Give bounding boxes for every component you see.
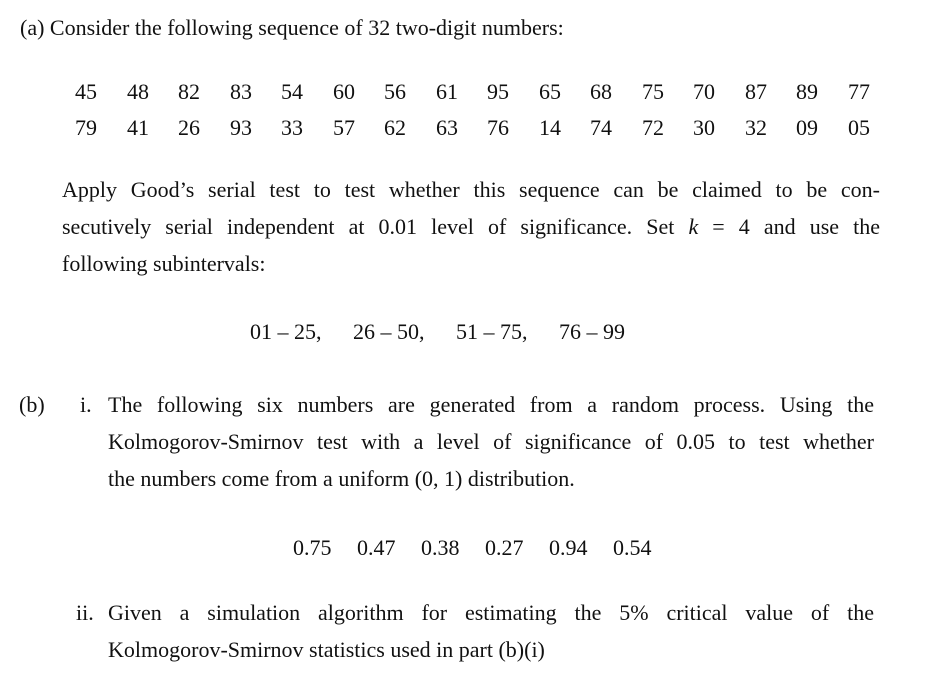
part-b-label: (b) xyxy=(19,392,45,417)
item-i-line-1: The following six numbers are generated from a random process. Using the xyxy=(108,392,874,417)
number-cell: 54 xyxy=(281,79,303,104)
sample-value: 0.94 xyxy=(549,535,588,560)
subinterval: 26 – 50, xyxy=(353,319,425,344)
item-i-line-2: Kolmogorov-Smirnov test with a level of significance of 0.05 to test whether xyxy=(108,429,874,454)
sample-value: 0.75 xyxy=(293,535,332,560)
number-cell: 41 xyxy=(127,115,149,140)
number-cell: 60 xyxy=(333,79,355,104)
item-ii-line-1: Given a simulation algorithm for estimating the 5% critical value of the xyxy=(108,600,874,625)
number-cell: 14 xyxy=(539,115,561,140)
number-cell: 26 xyxy=(178,115,200,140)
number-cell: 63 xyxy=(436,115,458,140)
subintervals-list xyxy=(250,313,625,350)
sample-value: 0.27 xyxy=(485,535,524,560)
number-cell: 79 xyxy=(75,115,97,140)
subinterval: 01 – 25, xyxy=(250,319,322,344)
number-row-2 xyxy=(72,109,872,145)
number-cell: 45 xyxy=(75,79,97,104)
number-cell: 93 xyxy=(230,115,252,140)
number-cell: 72 xyxy=(642,115,664,140)
number-cell: 76 xyxy=(487,115,509,140)
part-a-instruction-line-3: following subintervals: xyxy=(62,251,266,276)
sample-value: 0.54 xyxy=(613,535,652,560)
number-cell: 09 xyxy=(796,115,818,140)
number-cell: 62 xyxy=(384,115,406,140)
number-cell: 70 xyxy=(693,79,715,104)
sample-value: 0.47 xyxy=(357,535,396,560)
number-cell: 48 xyxy=(127,79,149,104)
item-i-line-3: the numbers come from a uniform (0, 1) distribution. xyxy=(108,466,575,491)
part-a-instruction-line-1: Apply Good’s serial test to test whether this sequence can be claimed to be con- xyxy=(62,177,880,202)
number-cell: 82 xyxy=(178,79,200,104)
math-variable-k: k xyxy=(688,214,699,239)
item-ii-line-2: Kolmogorov-Smirnov statistics used in part (b)(i) xyxy=(108,637,545,662)
number-cell: 65 xyxy=(539,79,561,104)
line-2-text-before: secutively serial independent at 0.01 level of significance. Set xyxy=(62,214,689,239)
sample-values-list xyxy=(293,529,652,566)
number-row-1 xyxy=(72,73,872,109)
number-cell: 74 xyxy=(590,115,612,140)
number-cell: 89 xyxy=(796,79,818,104)
number-cell: 57 xyxy=(333,115,355,140)
sample-value: 0.38 xyxy=(421,535,460,560)
part-a-header: (a) Consider the following sequence of 32 two-digit numbers: xyxy=(20,15,564,40)
number-cell: 75 xyxy=(642,79,664,104)
number-cell: 61 xyxy=(436,79,458,104)
item-i-label: i. xyxy=(80,392,92,417)
number-cell: 77 xyxy=(848,79,870,104)
number-cell: 83 xyxy=(230,79,252,104)
item-ii-label: ii. xyxy=(76,600,94,625)
subinterval: 51 – 75, xyxy=(456,319,528,344)
number-cell: 95 xyxy=(487,79,509,104)
number-cell: 30 xyxy=(693,115,715,140)
line-2-text-after: = 4 and use the xyxy=(698,214,881,239)
number-cell: 87 xyxy=(745,79,767,104)
number-cell: 68 xyxy=(590,79,612,104)
part-a-instruction-line-2 xyxy=(62,208,880,245)
number-cell: 56 xyxy=(384,79,406,104)
number-cell: 05 xyxy=(848,115,870,140)
number-cell: 32 xyxy=(745,115,767,140)
number-cell: 33 xyxy=(281,115,303,140)
subinterval: 76 – 99 xyxy=(559,319,625,344)
